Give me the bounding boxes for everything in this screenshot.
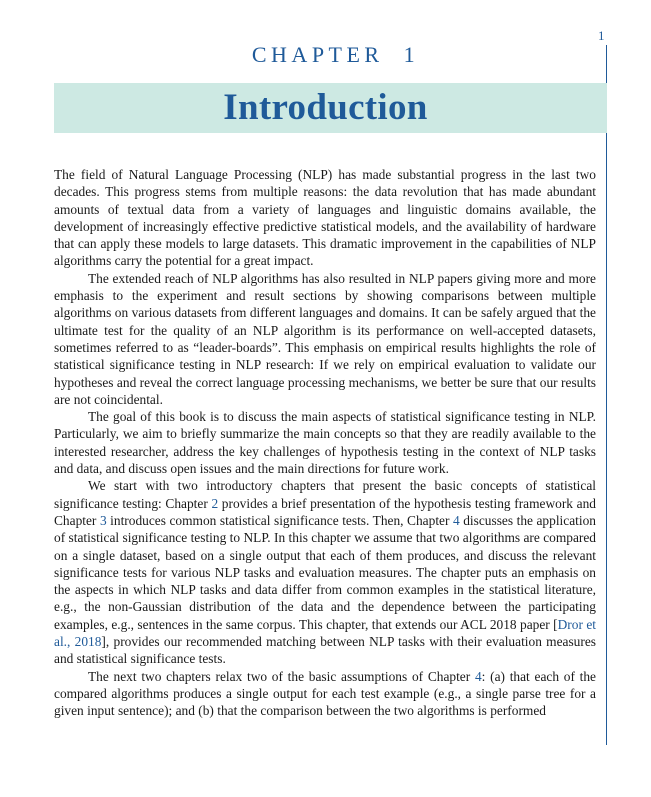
chapter-title: Introduction	[223, 87, 428, 128]
paragraph-text: The field of Natural Language Processing (NLP) has made substantial progress in the last two decades. This progress stems from multiple reasons: the data revolution that has made abundant amounts of textual data from a variety of languages and linguistic domains available, the development of increasingly effective predictive statistical models, and the availability of hardware that can apply these models to large datasets. This dramatic improvement in the capabilities of NLP algorithms carry the potential for a great impact.	[54, 167, 596, 269]
page-number: 1	[598, 28, 605, 43]
cross-reference-link[interactable]: 4	[452, 512, 460, 528]
body-text	[54, 166, 596, 720]
paragraph-text: The goal of this book is to discuss the main aspects of statistical significance testing in NLP. Particularly, we aim to briefly summarize the main concepts so that they are readily available to the interested researcher, address the key challenges of hypothesis testing in the context of NLP tasks and data, and discuss open issues and the main directions for future work.	[54, 409, 596, 477]
paragraph	[54, 668, 596, 720]
paragraph	[54, 408, 596, 477]
paragraph-text: The extended reach of NLP algorithms has also resulted in NLP papers giving more and more emphasis to the experiment and result sections by showing comparisons between multiple algorithms on various datasets from different languages and domains. It can be safely argued that the ultimate test for the quality of an NLP algorithm is its performance on well-accepted datasets, sometimes referred to as “leader-boards”. This emphasis on empirical results highlights the role of statistical significance testing in NLP research: If we rely on empirical evaluation to validate our hypotheses and reveal the correct language processing mechanisms, we better be sure that our results are not coincidental.	[54, 270, 596, 407]
cross-reference-link[interactable]: 3	[99, 512, 107, 528]
paragraph-text: ], provides our recommended matching between NLP tasks with their evaluation measures and statistical significance tests.	[54, 634, 596, 667]
paragraph-text: We start with two introductory chapters that present the basic concepts of statistical significance testing: Chapter	[54, 478, 596, 511]
chapter-label-word: CHAPTER	[251, 42, 384, 67]
cross-reference-link[interactable]: 4	[474, 668, 482, 684]
cross-reference-link[interactable]: Dror et al., 2018	[54, 616, 597, 650]
margin-rule	[606, 45, 607, 745]
chapter-label	[0, 42, 651, 68]
paragraph-text: : (a) that each of the compared algorithms produces a single output for each test example (e.g., a single parse tree for a given input sentence); and (b) that the comparison between the two algorithms is performed	[54, 668, 596, 719]
paragraph-text: introduces common statistical significance tests. Then, Chapter	[106, 512, 453, 528]
paragraph-text: discusses the application of statistical significance testing to NLP. In this chapter we assume that two algorithms are compared on a single dataset, based on a single output that each of them produces, and discuss the relevant significance tests for various NLP tasks and evaluation measures. The chapter puts an emphasis on the aspects in which NLP tasks and data differ from common examples in the statistical literature, e.g., the non-Gaussian distribution of the data and the dependence between the participating examples, e.g., sentences in the same corpus. This chapter, that extends our ACL 2018 paper [	[54, 512, 596, 632]
cross-reference-link[interactable]: 2	[211, 495, 219, 511]
paragraph-text: provides a brief presentation of the hypothesis testing framework and Chapter	[54, 495, 596, 528]
paragraph	[54, 166, 596, 270]
paragraph-text: The next two chapters relax two of the basic assumptions of Chapter	[88, 668, 475, 684]
paragraph	[54, 270, 596, 408]
chapter-number: 1	[403, 42, 420, 67]
paragraph	[54, 477, 596, 667]
